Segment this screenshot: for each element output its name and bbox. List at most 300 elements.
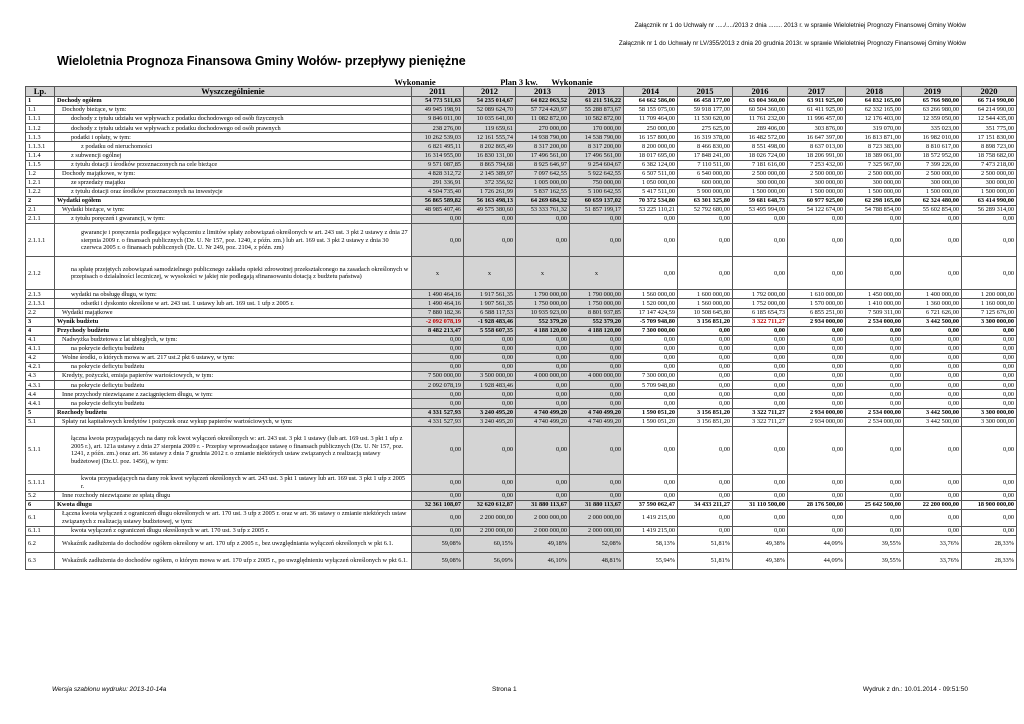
row-value-2013: 46,10% [516,553,570,570]
row-value-2011: 48 985 407,46 [412,206,464,215]
row-value-2012: 0,00 [464,363,516,372]
row-value-2014: 5 417 511,00 [624,187,678,196]
row-value-2016: 289 406,00 [733,124,788,133]
row-value-2019: 0,00 [904,257,962,290]
row-value-2011: 2 092 078,19 [412,381,464,390]
row-value-2018: 319 070,00 [846,124,904,133]
row-value-2014: 0,00 [624,399,678,408]
row-value-2019: 1 360 000,00 [904,299,962,308]
row-value-2015: 0,00 [678,491,733,500]
footer-page-number: Strona 1 [492,686,517,693]
row-value-2013: 0,00 [570,353,624,362]
row-description: Kredyty, pożyczki, emisja papierów wartościowych, w tym: [55,372,412,381]
row-value-2017: 44,09% [788,536,846,553]
table-row [26,344,1017,353]
row-description: podatki i opłaty, w tym: [55,133,412,142]
row-value-2017: 0,00 [788,399,846,408]
row-value-2012: 49 575 380,60 [464,206,516,215]
row-value-2015: 0,00 [678,381,733,390]
row-lp: 2.1.1.1 [26,224,55,257]
row-value-2011: 0,00 [412,224,464,257]
row-value-2011: 6 821 495,11 [412,142,464,151]
row-value-2013: 0,00 [516,363,570,372]
row-value-2015: 1 560 000,00 [678,299,733,308]
row-value-2013: 0,00 [516,426,570,474]
row-value-2012: 12 161 555,74 [464,133,516,142]
row-value-2014: 58,13% [624,536,678,553]
row-description: Łączna kwota wyłączeń z ograniczeń długu określonych w art. 170 ust. 3 ufp z 2005 r. oraz w art. 36 ustawy o zmianie niektórych ustaw związanych z realizacją ustawy budżetowej, w tym: [55,509,412,526]
row-value-2016: 0,00 [733,390,788,399]
row-value-2020: 0,00 [962,426,1017,474]
table-row [26,257,1017,290]
row-description: Wskaźnik zadłużenia do dochodów ogółem określony w art. 170 ufp z 2005 r., bez uwzględniania wyłączeń określonych w pkt 6.1. [55,536,412,553]
row-description: z subwencji ogólnej [55,151,412,160]
row-description: Dochody majątkowe, w tym: [55,169,412,178]
row-value-2015: 0,00 [678,474,733,491]
row-description: Nadwyżka budżetowa z lat ubiegłych, w tym: [55,335,412,344]
row-lp: 5.1.1 [26,426,55,474]
row-value-2016: 0,00 [733,372,788,381]
row-value-2017: 0,00 [788,526,846,535]
row-value-2013: 31 880 113,67 [570,500,624,509]
table-row [26,206,1017,215]
row-value-2018: 0,00 [846,491,904,500]
row-value-2016: 1 752 000,00 [733,299,788,308]
table-row [26,474,1017,491]
row-value-2017: 11 996 457,00 [788,115,846,124]
row-value-2012: 52 089 624,70 [464,106,516,115]
row-value-2011: 4 828 312,72 [412,169,464,178]
row-lp: 2.1 [26,206,55,215]
row-value-2015: 16 319 378,00 [678,133,733,142]
attachment-note-1: Załącznik nr 1 do Uchwały nr ...../..../2013 z dnia ........ 2013 r. w sprawie Wieloletniej Prognozy Finansowej Gminy Wołów [634,22,966,29]
row-value-2013: 0,00 [570,426,624,474]
row-value-2016: 18 026 724,00 [733,151,788,160]
row-lp: 5.1 [26,417,55,426]
row-value-2018: 0,00 [846,372,904,381]
row-value-2012: 54 235 014,67 [464,97,516,106]
table-row [26,133,1017,142]
row-lp: 1.1.5 [26,160,55,169]
row-value-2014: 250 000,00 [624,124,678,133]
row-value-2018: 0,00 [846,335,904,344]
row-value-2011: 56 865 589,82 [412,197,464,206]
row-value-2014: 5 709 948,80 [624,381,678,390]
row-lp: 2 [26,197,55,206]
row-value-2012: 6 588 117,53 [464,308,516,317]
row-value-2015: 600 000,00 [678,178,733,187]
row-value-2012: 60,15% [464,536,516,553]
row-value-2013: 8 317 200,00 [570,142,624,151]
row-value-2013: 0,00 [570,224,624,257]
row-value-2014: 17 147 424,59 [624,308,678,317]
row-value-2013: 8 317 200,00 [516,142,570,151]
footer-print-date: Wydruk z dn.: 10.01.2014 - 09:51:50 [862,686,968,693]
row-value-2014: 1 590 051,20 [624,417,678,426]
row-value-2012: 32 620 612,87 [464,500,516,509]
row-value-2013: 750 000,00 [570,178,624,187]
row-value-2016: 3 322 711,27 [733,408,788,417]
row-value-2020: 0,00 [962,363,1017,372]
row-value-2011: 0,00 [412,426,464,474]
row-value-2015: 275 625,00 [678,124,733,133]
col-header-2011: 2011 [412,87,464,97]
row-value-2017: 54 122 674,00 [788,206,846,215]
row-value-2018: 0,00 [846,474,904,491]
row-value-2018: 0,00 [846,326,904,335]
row-lp: 4.1 [26,335,55,344]
row-lp: 4.3 [26,372,55,381]
row-value-2017: 0,00 [788,353,846,362]
row-description: z tytułu dotacji i środków przeznaczonych na cele bieżące [55,160,412,169]
table-row [26,308,1017,317]
row-value-2014: 1 560 000,00 [624,290,678,299]
row-value-2016: 0,00 [733,363,788,372]
row-value-2016: 31 110 500,00 [733,500,788,509]
row-value-2013: 0,00 [570,363,624,372]
row-value-2013: 0,00 [516,353,570,362]
row-value-2020: 18 758 682,00 [962,151,1017,160]
row-value-2012: 16 830 131,00 [464,151,516,160]
row-value-2014: 8 200 000,00 [624,142,678,151]
row-lp: 3 [26,317,55,326]
row-value-2017: 0,00 [788,474,846,491]
row-value-2014: 0,00 [624,491,678,500]
row-value-2012: 0,00 [464,390,516,399]
row-description: z tytułu dotacji oraz środków przeznaczonych na inwestycje [55,187,412,196]
row-value-2016: 53 495 994,00 [733,206,788,215]
row-description: Przychody budżetu [55,326,412,335]
row-value-2018: 16 813 871,00 [846,133,904,142]
row-description: kwota wyłączeń z ograniczeń długu określonych w art. 170 ust. 3 ufp z 2005 r. [55,526,412,535]
row-value-2017: 0,00 [788,426,846,474]
row-value-2020: 63 414 990,00 [962,197,1017,206]
row-value-2012: 56,09% [464,553,516,570]
col-header-2016: 2016 [733,87,788,97]
row-value-2018: 0,00 [846,257,904,290]
col-header-2012: 2012 [464,87,516,97]
table-row [26,326,1017,335]
row-value-2013: 0,00 [516,381,570,390]
row-value-2019: 33,76% [904,553,962,570]
row-value-2013: x [516,257,570,290]
row-value-2012: 8 202 865,49 [464,142,516,151]
row-value-2011: 9 846 011,00 [412,115,464,124]
row-value-2018: 7 509 311,00 [846,308,904,317]
row-value-2018: 0,00 [846,526,904,535]
row-value-2015: 0,00 [678,257,733,290]
row-value-2015: 0,00 [678,353,733,362]
label-wykonanie-2013: Wykonanie [551,77,593,87]
row-value-2013: 0,00 [516,390,570,399]
row-value-2013: 53 333 761,32 [516,206,570,215]
row-lp: 6 [26,500,55,509]
row-value-2020: 0,00 [962,509,1017,526]
row-value-2015: 59 918 177,00 [678,106,733,115]
row-value-2020: 0,00 [962,372,1017,381]
row-lp: 4.4 [26,390,55,399]
row-description: odsetki i dyskonto określone w art. 243 ust. 1 ustawy lub art. 169 ust. 1 ufp z 2005 r. [55,299,412,308]
attachment-note-2: Załącznik nr 1 do Uchwały nr LV/355/2013 z dnia 20 grudnia 2013r. w sprawie Wieloletniej Prognozy Finansowej Gminy Wołów [618,40,966,47]
row-value-2020: 351 775,00 [962,124,1017,133]
row-value-2019: 18 572 952,00 [904,151,962,160]
row-value-2019: 8 810 617,00 [904,142,962,151]
row-value-2016: 0,00 [733,353,788,362]
row-value-2017: 2 500 000,00 [788,169,846,178]
table-row [26,106,1017,115]
row-value-2017: 0,00 [788,390,846,399]
row-value-2018: 0,00 [846,399,904,408]
row-value-2017: 44,09% [788,553,846,570]
row-value-2013: 552 379,20 [516,317,570,326]
row-description: wydatki na obsługę długu, w tym: [55,290,412,299]
row-value-2014: 58 155 075,00 [624,106,678,115]
row-value-2013: 4 740 499,20 [570,417,624,426]
row-lp: 4.2.1 [26,363,55,372]
row-value-2016: 0,00 [733,381,788,390]
col-header-2013-plan: 2013 [516,87,570,97]
row-value-2013: 1 750 000,00 [516,299,570,308]
row-value-2012: 0,00 [464,399,516,408]
row-value-2019: 0,00 [904,353,962,362]
row-value-2013: 0,00 [570,381,624,390]
row-value-2017: 1 610 000,00 [788,290,846,299]
row-value-2020: 12 544 435,00 [962,115,1017,124]
row-value-2014: 1 050 000,00 [624,178,678,187]
row-value-2020: 7 473 218,00 [962,160,1017,169]
row-value-2013: 1 005 000,00 [516,178,570,187]
row-value-2016: 7 181 616,00 [733,160,788,169]
row-value-2014: 7 300 000,00 [624,372,678,381]
row-value-2020: 18 900 000,00 [962,500,1017,509]
row-value-2019: 0,00 [904,390,962,399]
row-value-2020: 64 214 990,00 [962,106,1017,115]
label-plan-3kw-2013: Plan 3 kw. [500,77,538,87]
row-value-2016: 0,00 [733,224,788,257]
row-value-2013: 48,81% [570,553,624,570]
row-value-2019: 0,00 [904,381,962,390]
row-value-2013: 2 000 000,00 [516,526,570,535]
row-description: na pokrycie deficytu budżetu [55,344,412,353]
row-value-2018: 25 642 500,00 [846,500,904,509]
row-value-2018: 18 389 061,00 [846,151,904,160]
row-value-2018: 2 500 000,00 [846,169,904,178]
row-description: Dochody bieżące, w tym: [55,106,412,115]
row-value-2017: 2 934 000,00 [788,417,846,426]
row-value-2020: 0,00 [962,526,1017,535]
financial-forecast-table [25,86,1017,570]
row-value-2015: 5 900 000,00 [678,187,733,196]
row-lp: 6.1.1 [26,526,55,535]
row-value-2019: 0,00 [904,491,962,500]
row-value-2020: 0,00 [962,399,1017,408]
row-value-2014: 0,00 [624,390,678,399]
row-value-2015: 34 433 211,27 [678,500,733,509]
row-value-2016: 8 551 498,00 [733,142,788,151]
row-value-2012: 1 726 261,99 [464,187,516,196]
table-row [26,197,1017,206]
row-description: Rozchody budżetu [55,408,412,417]
row-value-2018: 0,00 [846,344,904,353]
row-value-2020: 0,00 [962,224,1017,257]
table-row [26,299,1017,308]
row-description: gwarancje i poręczenia podlegające wyłączeniu z limitów spłaty zobowiązań określonych w art. 243 ust. 3 pkt 2 ustawy z dnia 27 sierpnia 2009 r. o finansach publicznych (Dz. U. Nr 157, poz. 1240, z późn. zm.) lub art. 169 ust. 3 pkt 2 ustawy z dnia 30 czerwca 2005 r. o finansach publicznych (Dz. U. Nr 249, poz. 2104, z późn. zm) [55,224,412,257]
table-row [26,187,1017,196]
row-value-2011: 0,00 [412,526,464,535]
row-value-2019: 3 442 500,00 [904,417,962,426]
col-header-2013-wykonanie: 2013 [570,87,624,97]
row-value-2013: 0,00 [570,390,624,399]
row-value-2020: 66 714 990,00 [962,97,1017,106]
row-value-2011: 32 361 108,07 [412,500,464,509]
row-value-2019: 6 721 626,00 [904,308,962,317]
row-description: Wskaźnik zadłużenia do dochodów ogółem, o którym mowa w art. 170 ufp z 2005 r., po uwzględnieniu wyłączeń określonych w pkt 6.1. [55,553,412,570]
row-value-2020: 0,00 [962,215,1017,224]
row-value-2020: 0,00 [962,326,1017,335]
row-value-2017: 60 977 925,00 [788,197,846,206]
row-lp: 1.1.4 [26,151,55,160]
row-value-2015: 0,00 [678,363,733,372]
row-lp: 1.1.3.1 [26,142,55,151]
row-value-2014: 70 372 534,80 [624,197,678,206]
table-row [26,353,1017,362]
row-value-2014: 6 507 511,00 [624,169,678,178]
row-value-2020: 300 000,00 [962,178,1017,187]
row-value-2019: 2 500 000,00 [904,169,962,178]
row-description: łączna kwota przypadających na dany rok kwot wyłączeń określonych w: art. 243 ust. 3 pkt 1 ustawy (lub art. 169 ust. 3 pkt 1 ufp z 2005 r.), art. 121a ustawy z dnia 27 sierpnia 2009 r. - Przepisy wprowadzające ustawę o finansach publicznych (Dz. U. Nr 157, poz. 1241, z późn. zm.) oraz art. 36 ustawy z dnia 7 grudnia 2012 r. o zmianie niektórych ustaw związanych z realizacją ustawy budżetowej (Dz.U. poz. 1456), w tym: [55,426,412,474]
row-value-2014: 0,00 [624,224,678,257]
row-value-2020: 0,00 [962,353,1017,362]
row-value-2019: 0,00 [904,372,962,381]
row-value-2012: 5 558 607,35 [464,326,516,335]
row-description: Wydatki bieżące, w tym: [55,206,412,215]
table-row [26,151,1017,160]
row-value-2016: 0,00 [733,326,788,335]
row-lp: 2.1.2 [26,257,55,290]
row-value-2018: 64 832 165,00 [846,97,904,106]
row-value-2017: 0,00 [788,509,846,526]
row-value-2015: 7 110 511,00 [678,160,733,169]
row-value-2015: 0,00 [678,335,733,344]
row-value-2015: 0,00 [678,399,733,408]
row-value-2011: 7 500 000,00 [412,372,464,381]
row-value-2015: 17 848 241,00 [678,151,733,160]
row-value-2017: 0,00 [788,224,846,257]
row-value-2019: 65 766 980,00 [904,97,962,106]
row-value-2013: 64 822 063,52 [516,97,570,106]
row-value-2014: 1 419 215,00 [624,526,678,535]
row-value-2013: x [570,257,624,290]
row-value-2013: 11 082 872,00 [516,115,570,124]
row-value-2013: 14 938 790,00 [516,133,570,142]
row-lp: 4.3.1 [26,381,55,390]
row-value-2013: 5 837 162,55 [516,187,570,196]
table-row [26,399,1017,408]
row-value-2013: 270 000,00 [516,124,570,133]
table-row [26,526,1017,535]
row-value-2013: 0,00 [516,224,570,257]
row-value-2014: 0,00 [624,257,678,290]
row-lp: 1.1.2 [26,124,55,133]
row-value-2013: 170 000,00 [570,124,624,133]
row-value-2011: -2 092 078,19 [412,317,464,326]
row-value-2013: 61 211 516,22 [570,97,624,106]
row-description: Wydatki majątkowe [55,308,412,317]
table-row [26,509,1017,526]
row-value-2016: 0,00 [733,257,788,290]
row-value-2012: 372 356,92 [464,178,516,187]
row-value-2019: 0,00 [904,399,962,408]
row-value-2014: 37 590 062,47 [624,500,678,509]
row-value-2013: 2 000 000,00 [516,509,570,526]
row-value-2020: 3 300 000,00 [962,417,1017,426]
row-value-2011: 0,00 [412,399,464,408]
row-value-2018: 0,00 [846,381,904,390]
row-description: Wydatki ogółem [55,197,412,206]
row-value-2015: 52 792 680,00 [678,206,733,215]
row-value-2013: 1 790 000,00 [570,290,624,299]
row-value-2011: 4 331 527,93 [412,408,464,417]
row-lp: 2.1.3.1 [26,299,55,308]
row-value-2015: 51,81% [678,536,733,553]
row-value-2013: 2 000 000,00 [570,509,624,526]
row-value-2020: 0,00 [962,491,1017,500]
table-row [26,417,1017,426]
row-value-2015: 3 156 851,20 [678,317,733,326]
row-value-2015: 8 466 830,00 [678,142,733,151]
row-value-2015: 1 600 000,00 [678,290,733,299]
row-value-2019: 33,76% [904,536,962,553]
row-value-2012: 3 240 495,20 [464,417,516,426]
table-row [26,317,1017,326]
row-value-2015: 11 530 620,00 [678,115,733,124]
row-value-2016: 1 500 000,00 [733,187,788,196]
row-value-2015: 6 540 000,00 [678,169,733,178]
row-value-2011: 0,00 [412,335,464,344]
row-description: na pokrycie deficytu budżetu [55,399,412,408]
row-description: na pokrycie deficytu budżetu [55,381,412,390]
row-value-2019: 0,00 [904,426,962,474]
row-value-2020: 56 289 314,00 [962,206,1017,215]
row-value-2017: 303 876,00 [788,124,846,133]
row-lp: 1.1.1 [26,115,55,124]
row-value-2018: 62 298 165,00 [846,197,904,206]
row-value-2014: 0,00 [624,363,678,372]
row-value-2012: 2 145 389,97 [464,169,516,178]
row-lp: 2.1.3 [26,290,55,299]
row-value-2013: 0,00 [570,344,624,353]
row-value-2020: 0,00 [962,381,1017,390]
row-description: na spłatę przejętych zobowiązań samodzielnego publicznego zakładu opieki zdrowotnej przekształconego na zasadach określonych w przepisach o działalności leczniczej, w wysokości w jakiej nie podlegają sfinansowaniu dotacją z budżetu państwa) [55,257,412,290]
row-value-2011: 16 314 955,00 [412,151,464,160]
row-value-2017: 0,00 [788,363,846,372]
row-value-2012: 0,00 [464,224,516,257]
row-value-2013: 4 188 120,00 [516,326,570,335]
row-value-2020: 1 160 000,00 [962,299,1017,308]
table-row [26,169,1017,178]
col-header-2014: 2014 [624,87,678,97]
row-value-2018: 2 534 000,00 [846,408,904,417]
row-value-2013: 31 880 113,67 [516,500,570,509]
row-value-2011: 0,00 [412,474,464,491]
row-value-2012: 2 200 000,00 [464,526,516,535]
row-value-2015: 3 156 851,20 [678,417,733,426]
row-value-2015: 0,00 [678,509,733,526]
row-lp: 1.2.1 [26,178,55,187]
row-value-2014: 0,00 [624,335,678,344]
row-value-2019: 3 442 500,00 [904,408,962,417]
row-value-2020: 17 151 830,00 [962,133,1017,142]
